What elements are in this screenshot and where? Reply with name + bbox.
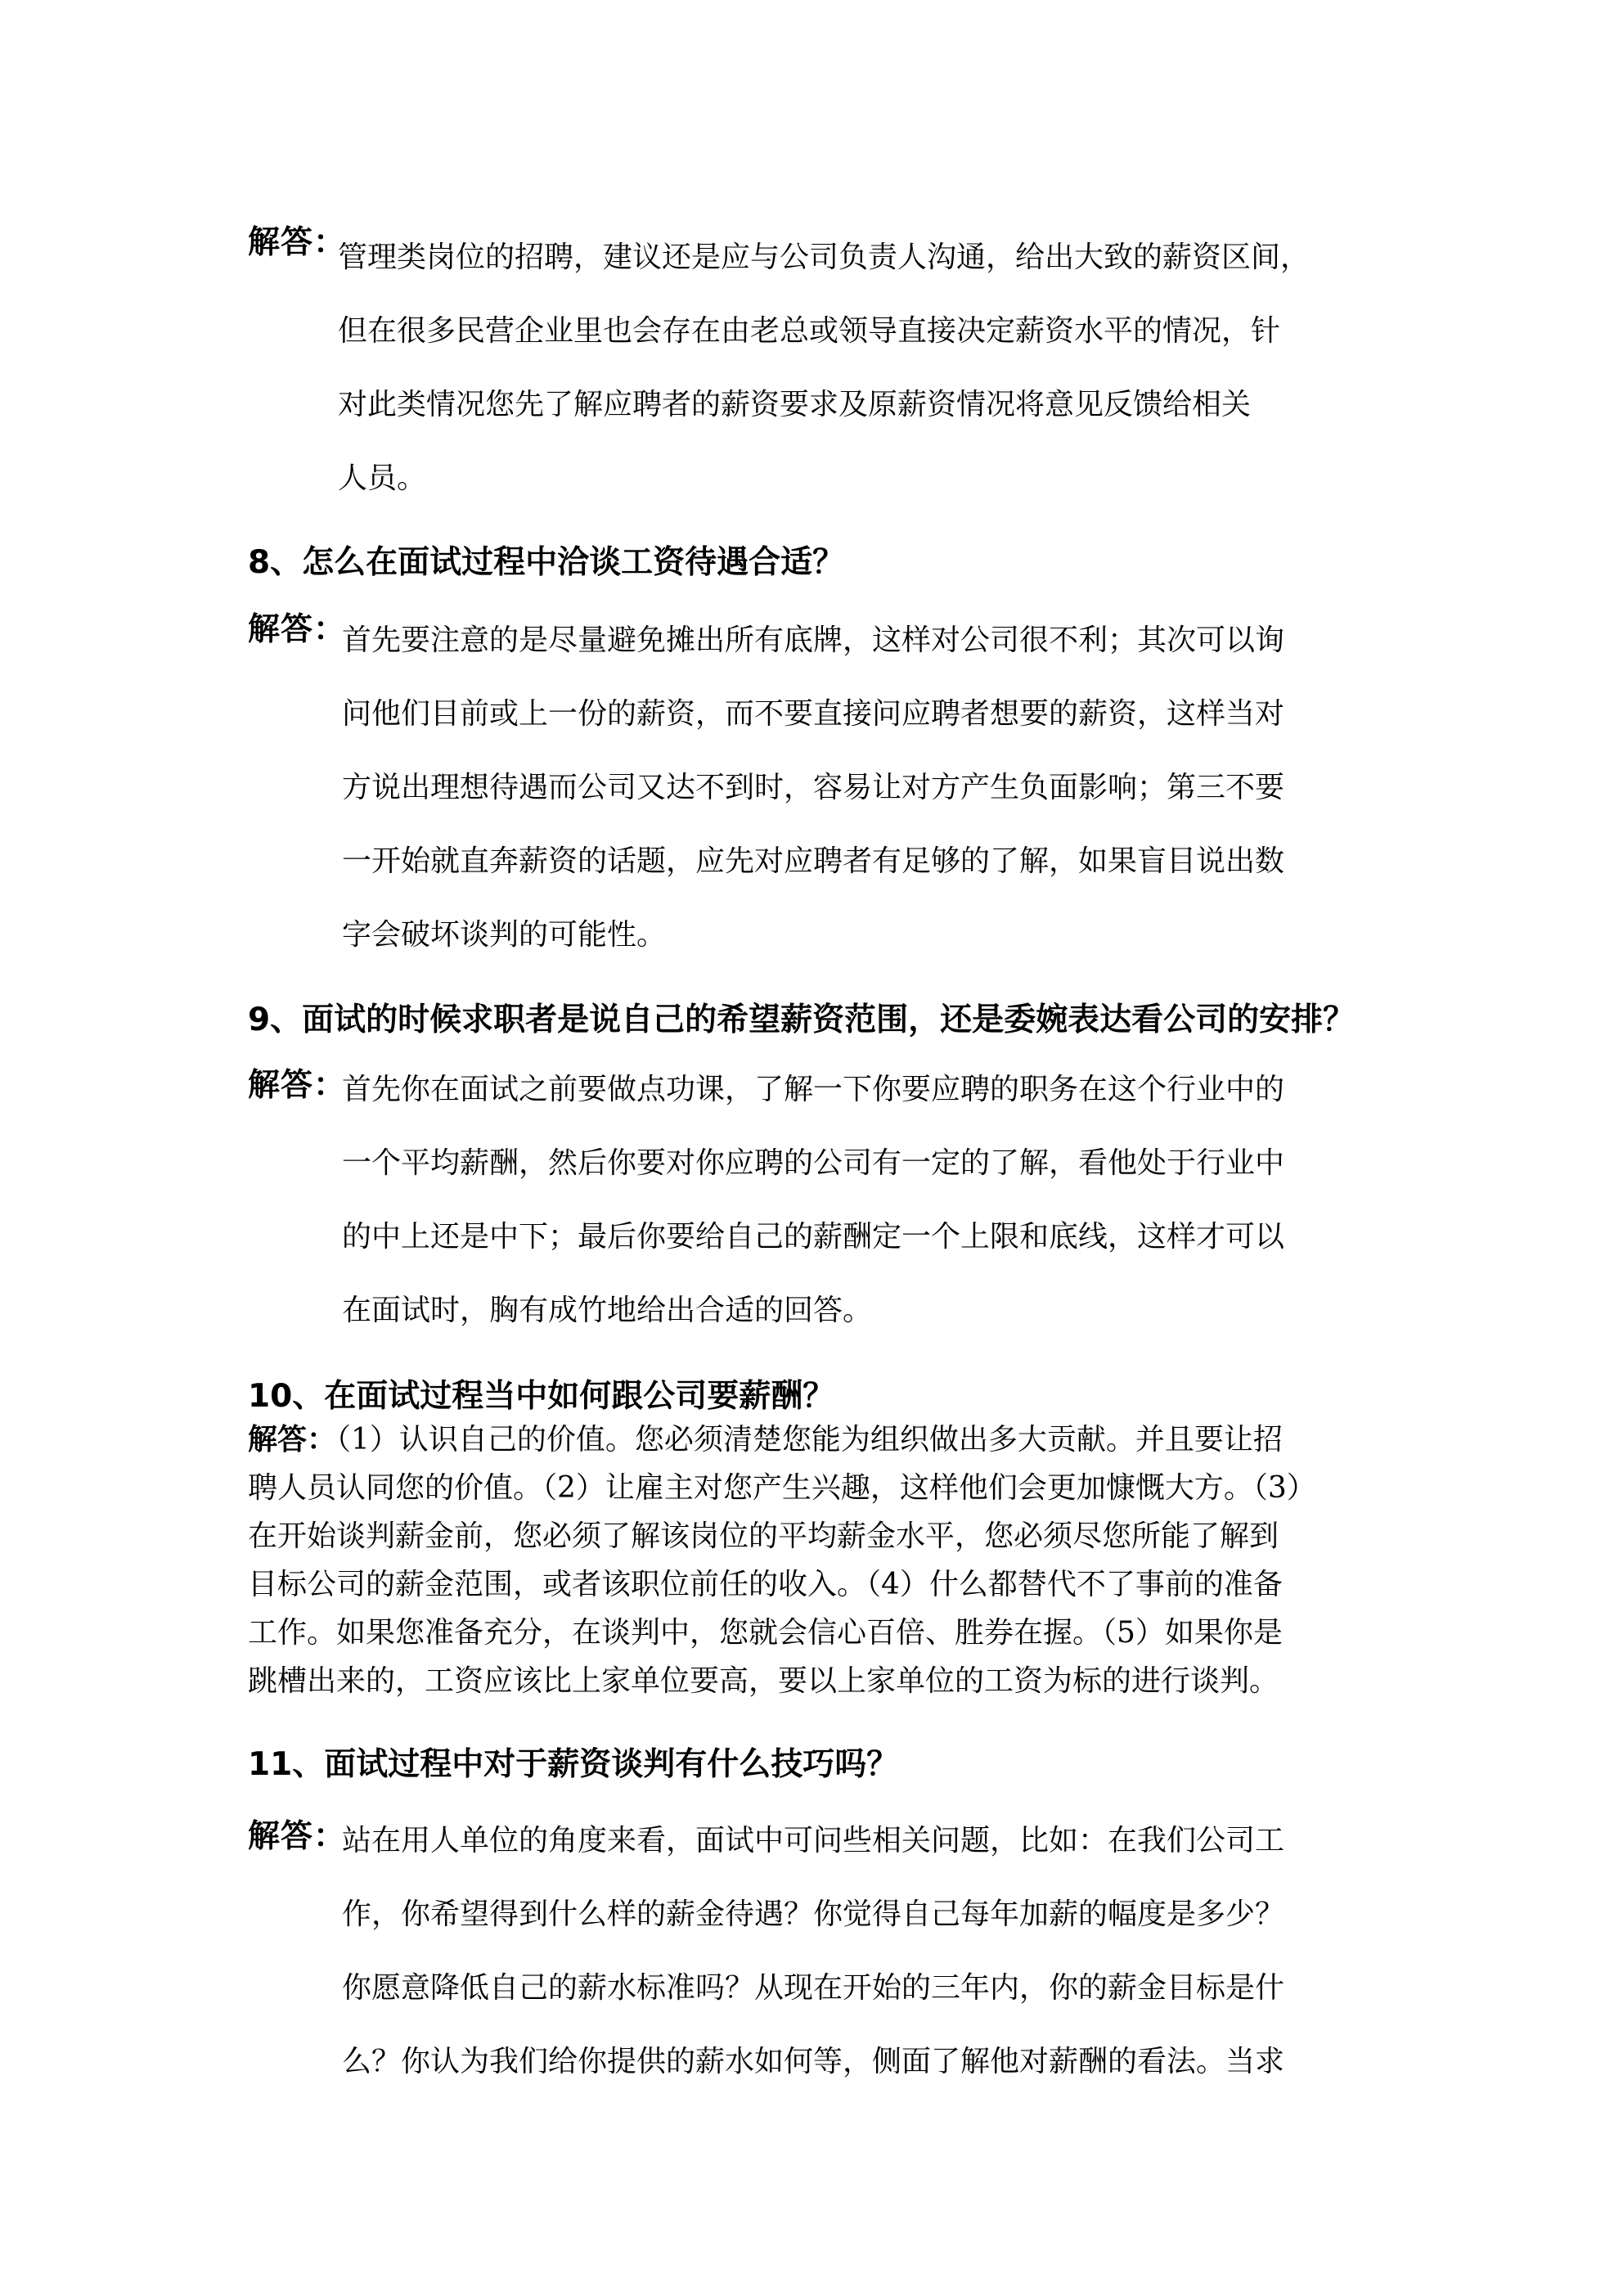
- answer-line: 么？你认为我们给你提供的薪水如何等，侧面了解他对薪酬的看法。当求: [342, 2045, 1285, 2078]
- answer-block-q8: [248, 604, 1389, 972]
- answer-line: 的中上还是中下；最后你要给自己的薪酬定一个上限和底线，这样才可以: [342, 1220, 1285, 1254]
- answer-line: 一个平均薪酬，然后你要对你应聘的公司有一定的了解，看他处于行业中: [342, 1146, 1285, 1180]
- answer-text-q9: [342, 1053, 1389, 1348]
- answer-line: 但在很多民营企业里也会存在由老总或领导直接决定薪资水平的情况，针: [338, 314, 1281, 348]
- answer-block-q7: [248, 221, 1389, 515]
- question-heading-q8: 8、怎么在面试过程中洽谈工资待遇合适？: [248, 544, 845, 581]
- answer-block-q11: [248, 1804, 1389, 2099]
- answer-line-text: （1）认识自己的价值。您必须清楚您能为组织做出多大贡献。并且要让招: [336, 1423, 1283, 1456]
- answer-label: 解答：: [248, 1067, 347, 1104]
- answer-line: 跳槽出来的，工资应该比上家单位要高，要以上家单位的工资为标的进行谈判。: [248, 1664, 1279, 1698]
- answer-line: [248, 1416, 1389, 1464]
- answer-line: 首先要注意的是尽量避免摊出所有底牌，这样对公司很不利；其次可以询: [342, 624, 1285, 657]
- answer-line: 在开始谈判薪金前，您必须了解该岗位的平均薪金水平，您必须尽您所能了解到: [248, 1519, 1279, 1553]
- answer-line: 方说出理想待遇而公司又达不到时，容易让对方产生负面影响；第三不要: [342, 771, 1285, 804]
- question-heading-q11: 11、面试过程中对于薪资谈判有什么技巧吗？: [248, 1746, 899, 1783]
- answer-label: 解答：: [248, 224, 347, 261]
- answer-block-q10: [248, 1416, 1389, 1705]
- answer-line: 聘人员认同您的价值。（2）让雇主对您产生兴趣，这样他们会更加慷慨大方。（3）: [248, 1471, 1316, 1505]
- answer-line: 问他们目前或上一份的薪资，而不要直接问应聘者想要的薪资，这样当对: [342, 697, 1285, 731]
- question-heading-q10: 10、在面试过程当中如何跟公司要薪酬？: [248, 1378, 835, 1415]
- answer-label: 解答：: [248, 611, 347, 648]
- answer-text-q11: [342, 1804, 1389, 2099]
- answer-line: 站在用人单位的角度来看，面试中可问些相关问题，比如：在我们公司工: [342, 1824, 1285, 1857]
- answer-text-q8: [342, 604, 1389, 972]
- answer-text-q7: [338, 221, 1389, 515]
- answer-line: 你愿意降低自己的薪水标准吗？从现在开始的三年内，你的薪金目标是什: [342, 1971, 1285, 2005]
- answer-line: 首先你在面试之前要做点功课，了解一下你要应聘的职务在这个行业中的: [342, 1073, 1285, 1106]
- answer-line: 字会破坏谈判的可能性。: [342, 918, 667, 952]
- question-heading-q9: 9、面试的时候求职者是说自己的希望薪资范围，还是委婉表达看公司的安排？: [248, 1002, 1355, 1038]
- answer-block-q9: [248, 1053, 1389, 1348]
- answer-line: 目标公司的薪金范围，或者该职位前任的收入。（4）什么都替代不了事前的准备: [248, 1568, 1283, 1601]
- answer-line: 一开始就直奔薪资的话题，应先对应聘者有足够的了解，如果盲目说出数: [342, 844, 1285, 878]
- answer-line: 作，你希望得到什么样的薪金待遇？你觉得自己每年加薪的幅度是多少？: [342, 1898, 1285, 1931]
- answer-line: 人员。: [338, 461, 427, 495]
- answer-line: 管理类岗位的招聘，建议还是应与公司负责人沟通，给出大致的薪资区间，: [338, 241, 1311, 274]
- answer-line: 对此类情况您先了解应聘者的薪资要求及原薪资情况将意见反馈给相关: [338, 388, 1252, 421]
- answer-line: 在面试时，胸有成竹地给出合适的回答。: [342, 1294, 873, 1327]
- answer-label: 解答：: [248, 1818, 347, 1855]
- answer-line: 工作。如果您准备充分，在谈判中，您就会信心百倍、胜券在握。（5）如果你是: [248, 1616, 1283, 1650]
- answer-label: 解答：: [248, 1423, 337, 1456]
